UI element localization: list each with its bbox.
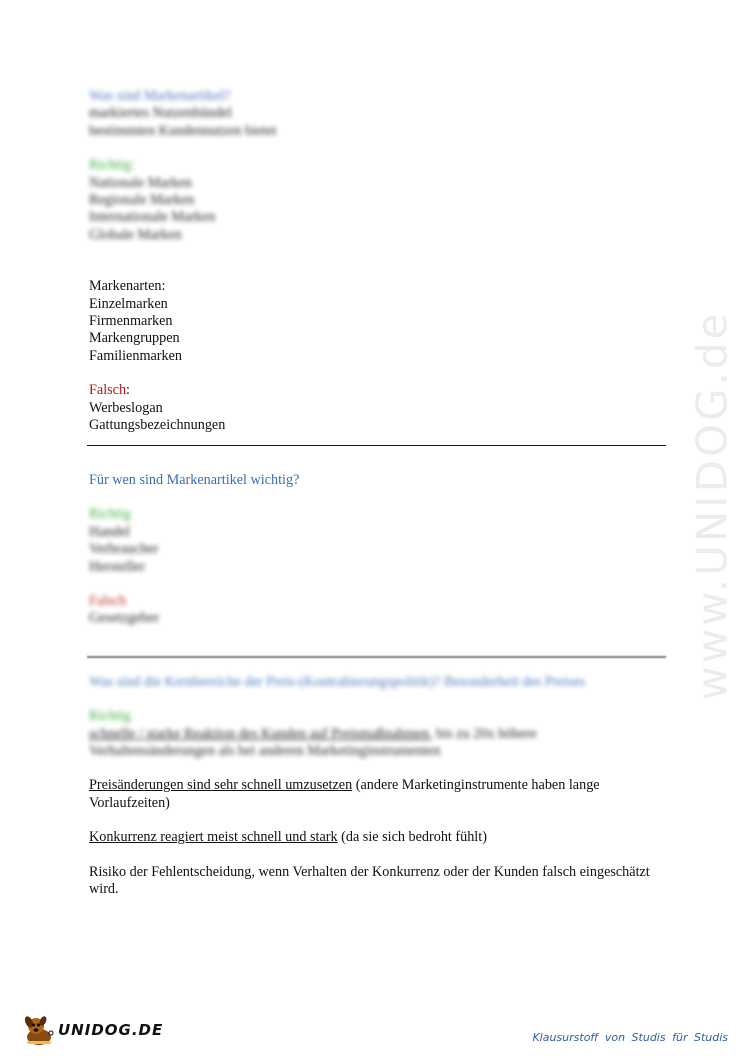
paragraph-3 [89,829,664,846]
watermark-text: www.UNIDOG.de [687,310,737,700]
wrong-label: Falsch [89,382,127,399]
paragraph-1-line-2: Verhaltensänderungen als bei anderen Marketinginstrumenten [89,742,441,759]
list-item: Familienmarken [89,347,182,364]
answer-line: markiertes Nutzenbündel [89,105,233,122]
question-2: Für wen sind Markenartikel wichtig? [89,471,300,488]
dog-mascot-icon [22,1013,56,1047]
section-1-blurred [89,88,664,244]
section-3-blurred [89,674,664,761]
unidog-logo[interactable] [22,1012,163,1048]
wrong-label-line [89,382,664,399]
types-label: Markenarten: [89,278,166,295]
paragraph-2 [89,777,664,812]
list-item: Globale Marken [89,226,182,243]
list-item: Verbraucher [89,541,159,558]
list-item: Hersteller [89,558,145,575]
paragraph-text: (da sie sich bedroht fühlt) [337,829,487,846]
logo-text: UNIDOG.DE [58,1021,164,1039]
list-item: Handel [89,523,130,540]
wrong-label: Falsch [89,592,127,609]
answer-line: bestimmten Kundennutzen bietet [89,122,277,139]
correct-label: Richtig [89,708,131,725]
document-content [89,88,664,898]
watermark [688,280,736,730]
paragraph-text: , bis zu 20x höhere [429,725,537,742]
list-item: Gattungsbezeichnungen [89,417,226,434]
question-3: Was sind die Kernbereiche der Preis-(Kontrahierungspolitik)? Besonderheit des Preises [89,673,586,690]
list-item: Nationale Marken [89,174,192,191]
section-divider [87,445,666,446]
list-item: Markengruppen [89,330,180,347]
footer-slogan: Klausurstoff von Studis für Studis [532,1031,728,1044]
list-item: Internationale Marken [89,209,216,226]
paragraph-text: (andere Marketinginstrumente haben lange Vorlaufzeiten) [89,777,600,811]
section-divider [87,656,666,658]
wrong-label-colon: : [126,382,130,399]
paragraph-1 [89,726,664,743]
question-1: Was sind Markenartikel? [89,88,231,104]
paragraph-4: Risiko der Fehlentscheidung, wenn Verhalten der Konkurrenz oder der Kunden falsch eingeschätzt wird. [89,863,650,897]
underlined-text: Preisänderungen sind sehr schnell umzusetzen [89,777,353,794]
section-2-blurred [89,506,664,627]
list-item: Werbeslogan [89,399,163,416]
correct-label: Richtig [89,506,131,523]
list-item: Regionale Marken [89,192,195,209]
underlined-text: schnelle / starke Reaktion des Kunden auf Preismaßnahmen [89,725,430,742]
correct-label: Richtig: [89,157,135,174]
list-item: Gesetzgeber [89,610,160,627]
underlined-text: Konkurrenz reagiert meist schnell und stark [89,829,338,846]
list-item: Firmenmarken [89,313,173,330]
list-item: Einzelmarken [89,295,168,312]
